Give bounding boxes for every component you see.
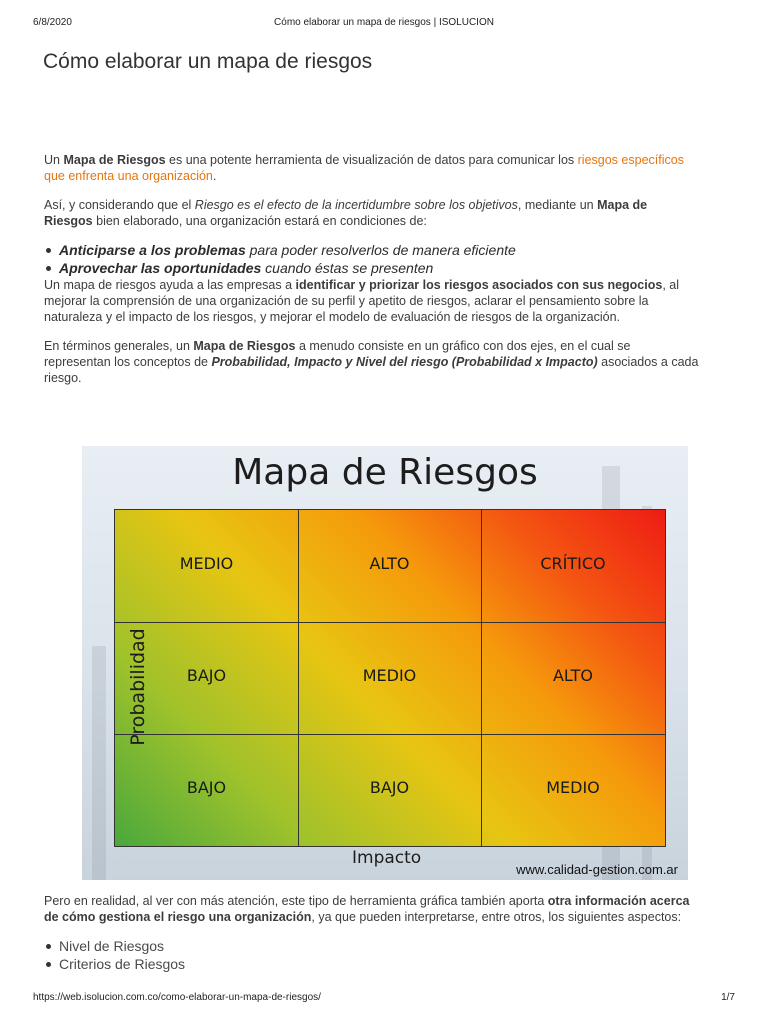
matrix-cell: MEDIO bbox=[362, 665, 417, 685]
print-date: 6/8/2020 bbox=[33, 17, 72, 28]
image-source: www.calidad-gestion.com.ar bbox=[516, 862, 678, 877]
concepts-paragraph: En términos generales, un Mapa de Riesgos a menudo consiste en un gráfico con dos ejes, en el cual se representan los conceptos de Probabilidad, Impacto y Nivel del riesgo (Probabilidad x Impacto) asociados a cada riesgo. bbox=[44, 339, 699, 385]
intro-paragraph: Un Mapa de Riesgos es una potente herramienta de visualización de datos para comunicar los riesgos específicos que enfrenta una organización. bbox=[44, 153, 684, 183]
term-mapa-de-riesgos: Mapa de Riesgos bbox=[63, 153, 166, 167]
print-url: https://web.isolucion.com.co/como-elaborar-un-mapa-de-riesgos/ bbox=[33, 992, 321, 1003]
definition-paragraph: Así, y considerando que el Riesgo es el efecto de la incertidumbre sobre los objetivos, mediante un Mapa de Riesgos bien elaborado, una organización estará en condiciones de: bbox=[44, 198, 648, 228]
y-axis-label: Probabilidad bbox=[127, 628, 149, 746]
print-page-number: 1/7 bbox=[721, 992, 735, 1003]
matrix-cell: BAJO bbox=[186, 665, 227, 685]
matrix-cell: BAJO bbox=[186, 777, 227, 797]
riesgos-link[interactable]: riesgos específicos que enfrenta una organización bbox=[44, 153, 684, 183]
matrix-cell: MEDIO bbox=[546, 777, 600, 797]
risk-map-image bbox=[82, 446, 688, 880]
matrix-cell: BAJO bbox=[369, 777, 410, 797]
list-item: Anticiparse a los problemas para poder resolverlos de manera eficiente bbox=[44, 241, 699, 259]
list-item: Nivel de Riesgos bbox=[44, 937, 699, 955]
matrix-cell: ALTO bbox=[369, 553, 410, 573]
benefits-list bbox=[44, 241, 699, 277]
matrix-cell: MEDIO bbox=[179, 553, 234, 573]
list-item: Criterios de Riesgos bbox=[44, 955, 699, 973]
benefits-paragraph: Un mapa de riesgos ayuda a las empresas a identificar y priorizar los riesgos asociados con sus negocios, al mejorar la comprensión de una organización de su perfil y apetito de riesgos, aclarar el pensamiento sobre la naturaleza y el impacto de los riesgos, y mejorar el modelo de evaluación de riesgos de la organización. bbox=[44, 278, 679, 324]
print-page-title: Cómo elaborar un mapa de riesgos | ISOLUCION bbox=[274, 17, 494, 28]
aspects-list bbox=[44, 937, 699, 973]
article-title: Cómo elaborar un mapa de riesgos bbox=[43, 50, 373, 73]
risk-matrix bbox=[114, 509, 666, 847]
matrix-cell: ALTO bbox=[552, 665, 594, 685]
aspects-paragraph: Pero en realidad, al ver con más atención, este tipo de herramienta gráfica también aporta otra información acerca de cómo gestiona el riesgo una organización, ya que pueden interpretarse, entre otros, los siguientes aspectos: bbox=[44, 894, 690, 924]
matrix-cell: CRÍTICO bbox=[540, 553, 606, 573]
risk-map-title: Mapa de Riesgos bbox=[232, 452, 538, 493]
list-item: Aprovechar las oportunidades cuando éstas se presenten bbox=[44, 259, 699, 277]
x-axis-label: Impacto bbox=[352, 848, 422, 868]
